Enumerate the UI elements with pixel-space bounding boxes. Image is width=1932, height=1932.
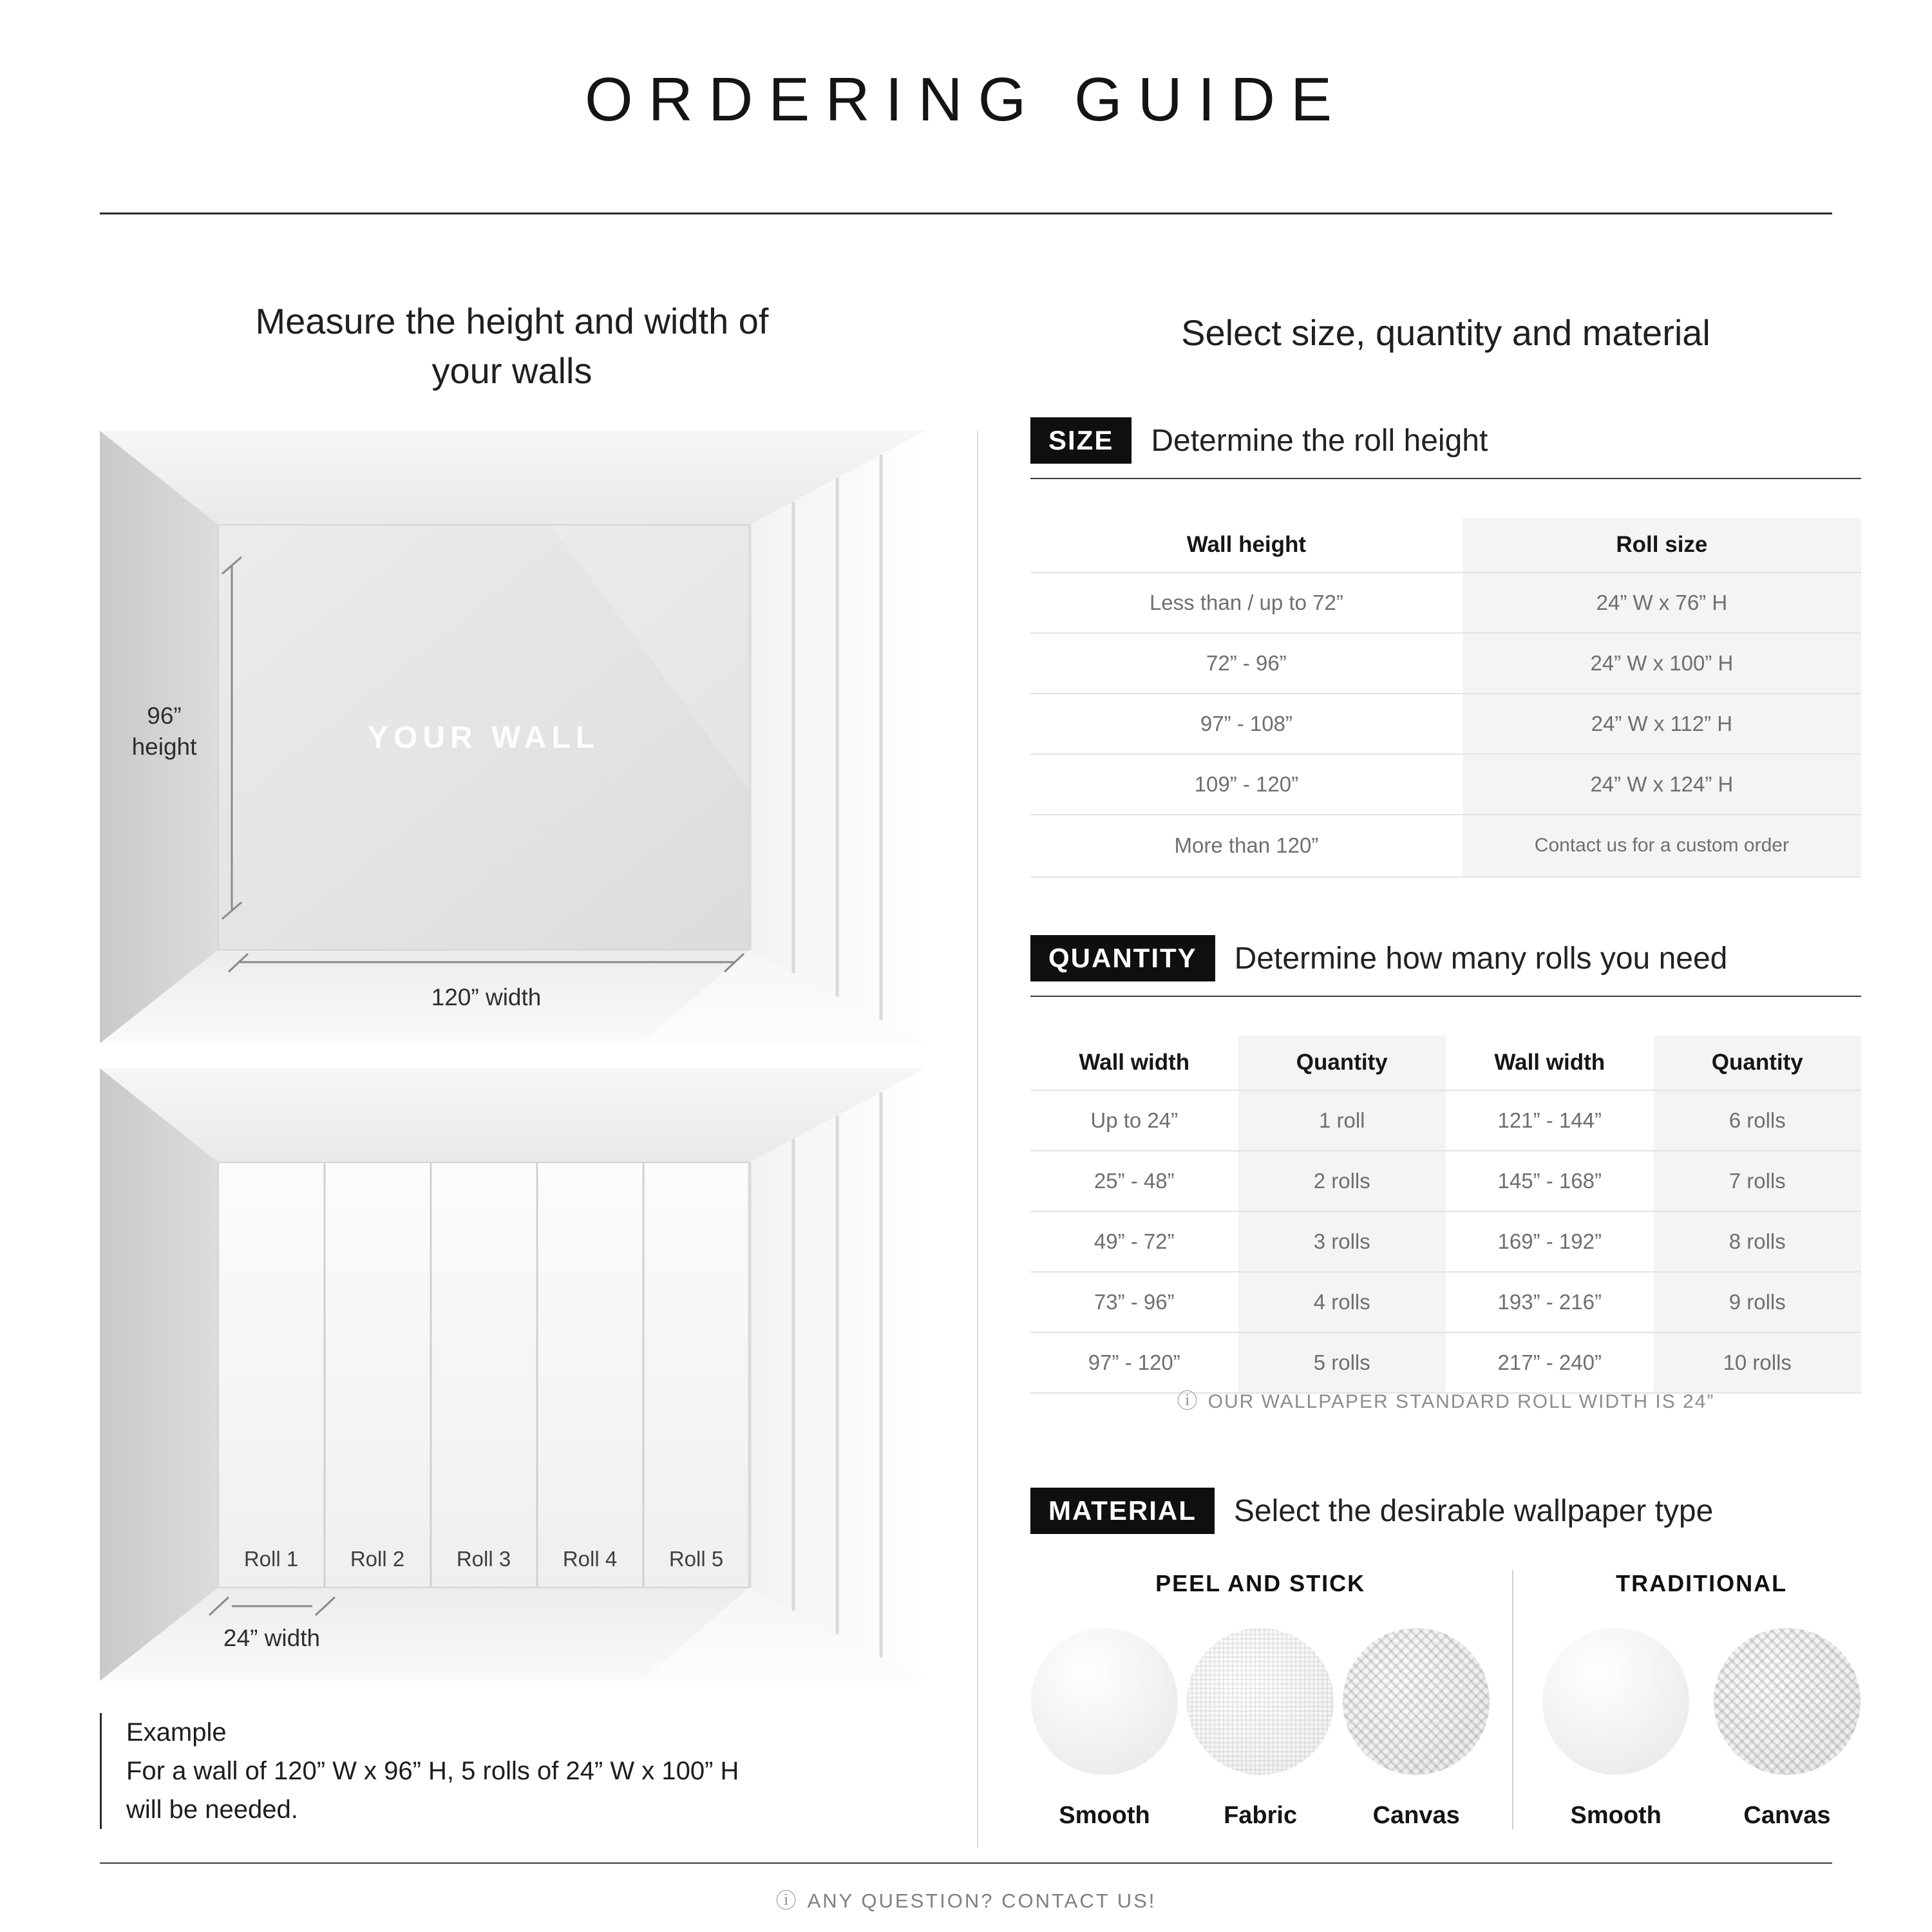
material-section [1030,1488,1861,1830]
table-row [1030,754,1861,815]
material-subtitle: Select the desirable wallpaper type [1233,1493,1714,1528]
peel-and-stick-swatches [1030,1628,1490,1830]
quantity-section-head [1030,935,1861,997]
quantity-cell: 8 rolls [1654,1211,1862,1272]
roll-label: Roll 1 [243,1547,299,1571]
your-wall-label: YOUR WALL [368,721,600,755]
custom-order-note: Contact us for a custom order [1534,835,1789,856]
wall-height-cell: 109” - 120” [1030,754,1463,815]
material-badge: MATERIAL [1030,1488,1215,1534]
texture-canvas-swatch [1343,1628,1490,1775]
material-option [1542,1628,1690,1830]
column-divider [977,431,978,1848]
quantity-badge: QUANTITY [1030,935,1215,981]
quantity-cell: 5 rolls [1238,1332,1446,1393]
wall-height-cell: 72” - 96” [1030,633,1463,694]
quantity-table-header-row [1030,1036,1861,1090]
texture-canvas-swatch [1714,1628,1861,1775]
quantity-subtitle: Determine how many rolls you need [1234,941,1728,976]
size-table-header-row [1030,518,1861,573]
qty-col-wall-width-1: Wall width [1079,1050,1190,1075]
roll-size-cell: 24” W x 76” H [1463,573,1861,633]
quantity-cell: 9 rolls [1654,1272,1862,1332]
material-option-label: Canvas [1372,1802,1460,1829]
example-title: Example [126,1718,227,1747]
traditional-group [1512,1570,1861,1830]
table-row [1030,573,1861,633]
example-line2: will be needed. [126,1795,298,1824]
title-divider [100,213,1832,214]
peel-and-stick-label: PEEL AND STICK [1155,1570,1366,1596]
wall-width-cell: 73” - 96” [1030,1272,1238,1332]
texture-fabric-swatch [1187,1628,1334,1775]
material-option-label: Smooth [1570,1802,1662,1829]
size-col-wall-height: Wall height [1186,532,1307,557]
table-row [1030,1272,1861,1332]
roll-width-label: 24” width [223,1625,321,1651]
material-option [1030,1628,1179,1830]
material-section-head [1030,1488,1861,1534]
roll-label: Roll 5 [668,1547,724,1571]
wall-width-cell: 25” - 48” [1030,1151,1238,1211]
room-rolls-illustration [100,1068,925,1681]
quantity-cell: 6 rolls [1654,1090,1862,1151]
quantity-table [1030,1036,1861,1394]
table-row [1030,694,1861,754]
material-option-label: Canvas [1743,1802,1831,1829]
height-measurement-value: 96” [147,703,182,729]
size-badge: SIZE [1030,417,1132,464]
quantity-cell: 10 rolls [1654,1332,1862,1393]
traditional-swatches [1542,1628,1861,1830]
info-icon: ⓘ [1177,1389,1199,1412]
size-section-head [1030,417,1861,479]
quantity-cell: 4 rolls [1238,1272,1446,1332]
roll-size-cell: 24” W x 100” H [1463,633,1861,694]
roll-label: Roll 4 [562,1547,618,1571]
material-groups [1030,1570,1861,1830]
size-col-roll-size: Roll size [1463,518,1861,573]
table-row [1030,1151,1861,1211]
size-section [1030,417,1861,878]
wall-width-cell: Up to 24” [1030,1090,1238,1151]
roll-width-note-text: OUR WALLPAPER STANDARD ROLL WIDTH IS 24” [1208,1391,1715,1412]
info-icon: ⓘ [775,1889,799,1912]
qty-col-quantity-1: Quantity [1238,1036,1446,1090]
roll-width-note [1030,1385,1861,1414]
wall-height-cell: More than 120” [1030,815,1463,877]
left-column-heading: Measure the height and width of your walls [255,301,769,392]
qty-col-quantity-2: Quantity [1654,1036,1862,1090]
texture-smooth-swatch [1031,1628,1178,1775]
wall-width-cell: 121” - 144” [1446,1090,1654,1151]
page-title: ORDERING GUIDE [584,65,1348,134]
wall-width-cell: 193” - 216” [1446,1272,1654,1332]
wall-width-cell: 217” - 240” [1446,1332,1654,1393]
material-option [1713,1628,1861,1830]
material-option [1186,1628,1334,1830]
wall-measurement-figure [100,431,925,1043]
room-illustration [100,431,925,1043]
table-row [1030,1211,1861,1272]
roll-label: Roll 3 [456,1547,511,1571]
width-measurement-label: 120” width [431,984,542,1010]
qty-col-wall-width-2: Wall width [1494,1050,1605,1075]
quantity-cell: 1 roll [1238,1090,1446,1151]
table-row [1030,1090,1861,1151]
footer-divider [100,1862,1832,1864]
contact-note-text: ANY QUESTION? CONTACT US! [807,1889,1157,1912]
contact-note [0,1884,1932,1914]
table-row [1030,815,1861,877]
right-column-heading: Select size, quantity and material [1181,312,1710,353]
traditional-label: TRADITIONAL [1616,1570,1788,1596]
wall-width-cell: 169” - 192” [1446,1211,1654,1272]
roll-size-cell: 24” W x 124” H [1463,754,1861,815]
texture-smooth-swatch [1542,1628,1689,1775]
quantity-cell: 3 rolls [1238,1211,1446,1272]
material-option-label: Smooth [1059,1802,1150,1829]
table-row [1030,1332,1861,1393]
wall-height-cell: Less than / up to 72” [1030,573,1463,633]
room-left-wall [100,1068,218,1681]
quantity-cell: 2 rolls [1238,1151,1446,1211]
peel-and-stick-group [1030,1570,1512,1830]
size-subtitle: Determine the roll height [1151,423,1488,458]
wall-width-cell: 49” - 72” [1030,1211,1238,1272]
material-option [1342,1628,1490,1830]
example-line1: For a wall of 120” W x 96” H, 5 rolls of 24” W x 100” H [126,1757,739,1785]
roll-label: Roll 2 [350,1547,405,1571]
height-measurement-word: height [131,734,197,760]
table-row [1030,633,1861,694]
wall-width-cell: 97” - 120” [1030,1332,1238,1393]
material-option-label: Fabric [1224,1802,1298,1829]
roll-layout-figure [100,1068,925,1681]
wall-width-cell: 145” - 168” [1446,1151,1654,1211]
roll-size-cell [1463,815,1861,877]
example-note [100,1713,925,1829]
size-table [1030,518,1861,878]
quantity-section [1030,935,1861,1394]
wall-height-cell: 97” - 108” [1030,694,1463,754]
quantity-cell: 7 rolls [1654,1151,1862,1211]
roll-size-cell: 24” W x 112” H [1463,694,1861,754]
wallpaper-panels [218,1162,750,1587]
